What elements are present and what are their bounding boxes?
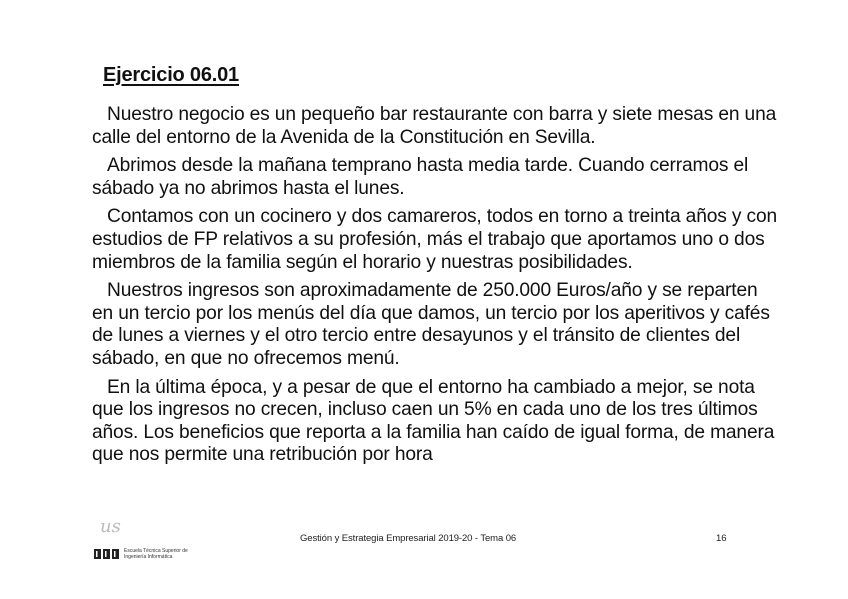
paragraph: Nuestro negocio es un pequeño bar restaurante con barra y siete mesas en una calle del entorno de la Avenida de la Constitución en Sevilla. — [92, 104, 777, 148]
slide-body — [92, 104, 782, 467]
institution-bars-icon — [94, 548, 120, 560]
university-logo-icon — [98, 515, 128, 537]
paragraph: Nuestros ingresos son aproximadamente de 250.000 Euros/año y se reparten en un tercio por los menús del día que damos, un tercio por los aperitivos y cafés de lunes a viernes y el otro tercio entre desayunos y el tránsito de clientes del sábado, en que no ofrecemos menú. — [92, 280, 770, 369]
institution-line: Ingeniería Informática — [124, 554, 173, 560]
paragraph: Contamos con un cocinero y dos camareros, todos en torno a treinta años y con estudios de FP relativos a su profesión, más el trabajo que aportamos uno o dos miembros de la familia según el horario y nuestras posibilidades. — [92, 206, 777, 273]
institution-line: Escuela Técnica Superior de — [124, 548, 188, 554]
paragraph: En la última época, y a pesar de que el entorno ha cambiado a mejor, se nota que los ingresos no crecen, incluso caen un 5% en cada uno de los tres últimos años. Los beneficios que reporta a la familia han caído de igual forma, de manera que nos permite una retribución por hora — [92, 376, 775, 466]
slide-title: Ejercicio 06.01 — [103, 64, 239, 86]
institution-name — [124, 548, 188, 560]
paragraph: Abrimos desde la mañana temprano hasta media tarde. Cuando cerramos el sábado ya no abrimos hasta el lunes. — [92, 155, 749, 199]
institution-logo — [94, 548, 188, 560]
footer-course-title: Gestión y Estrategia Empresarial 2019-20 - Tema 06 — [300, 533, 517, 544]
page-number: 16 — [716, 533, 727, 544]
svg-text:us: us — [100, 516, 121, 537]
